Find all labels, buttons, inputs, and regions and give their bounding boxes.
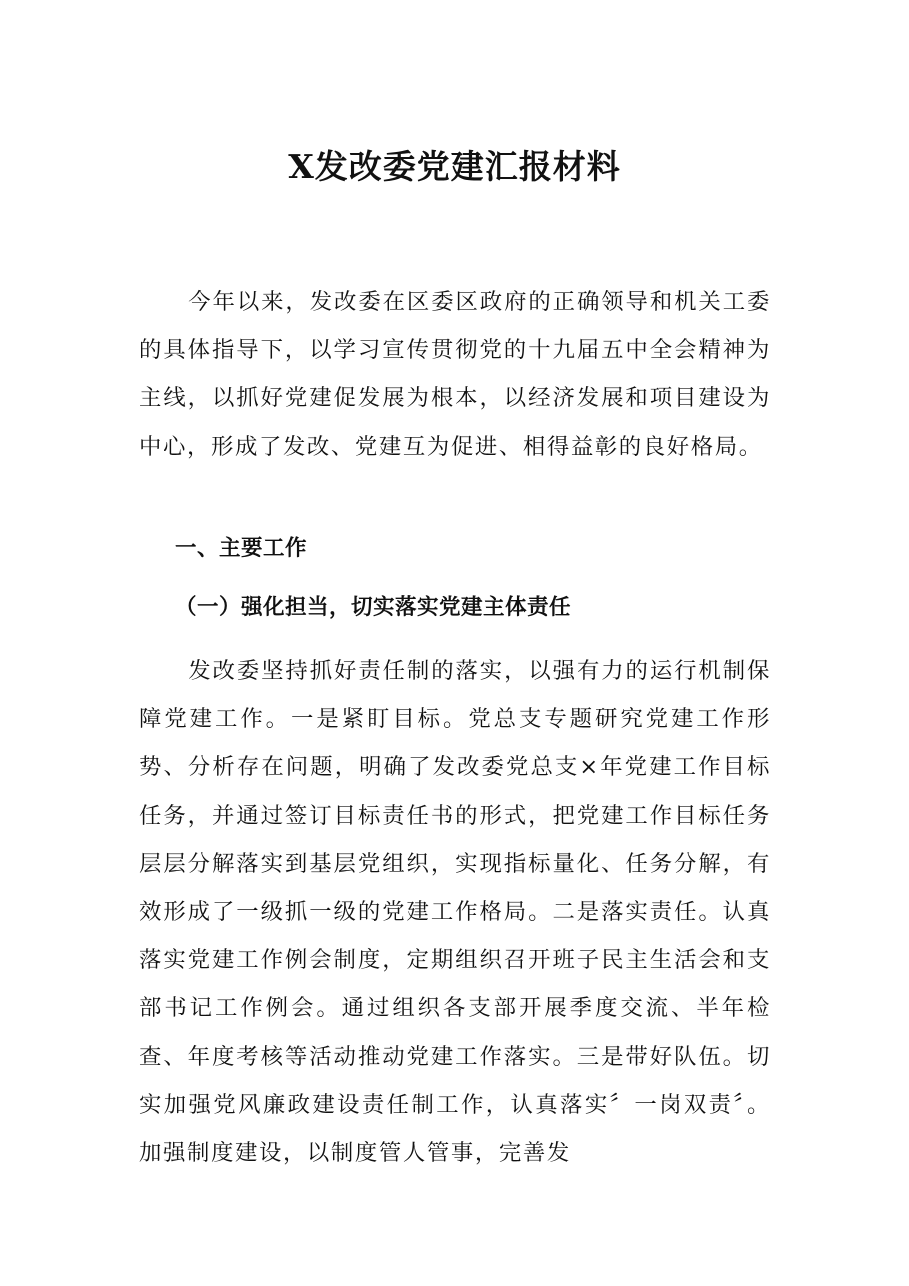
- subsection-heading-responsibility: （一）强化担当，切实落实党建主体责任: [175, 595, 572, 620]
- section-heading-main-work: 一、主要工作: [175, 536, 308, 561]
- responsibility-paragraph: 发改委坚持抓好责任制的落实，以强有力的运行机制保障党建工作。一是紧盯目标。党总支专题研究党建工作形势、分析存在问题，明确了发改委党总支×年党建工作目标任务，并通过签订目标责任书的形式，把党建工作目标任务层层分解落实到基层党组织，实现指标量化、任务分解，有效形成了一级抓一级的党建工作格局。二是落实责任。认真落实党建工作例会制度，定期组织召开班子民主生活会和支部书记工作例会。通过组织各支部开展季度交流、半年检查、年度考核等活动推动党建工作落实。三是带好队伍。切实加强党风廉政建设责任制工作，认真落实〞一岗双责〞。加强制度建设，以制度管人管事，完善发: [139, 658, 771, 1167]
- intro-paragraph: 今年以来，发改委在区委区政府的正确领导和机关工委的具体指导下，以学习宣传贯彻党的十九届五中全会精神为主线，以抓好党建促发展为根本，以经济发展和项目建设为中心，形成了发改、党建互为促进、相得益彰的良好格局。: [139, 289, 771, 460]
- document-title: X发改委党建汇报材料: [288, 147, 621, 186]
